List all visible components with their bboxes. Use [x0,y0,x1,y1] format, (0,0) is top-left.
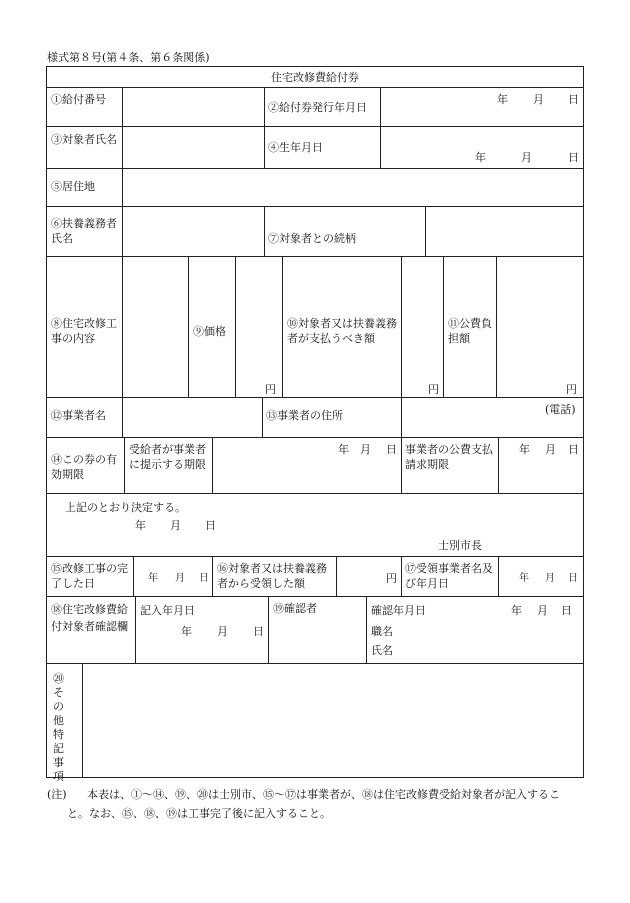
decision-year: 年 [135,519,146,532]
entry-month: 月 [217,625,228,638]
decision-month: 月 [170,519,181,532]
birth-month: 月 [521,151,532,164]
birth-date-label: ④生年月日 [268,141,323,154]
other-notes-label: ⑳その他特記事項 [53,672,64,783]
receiver-day: 日 [568,573,578,584]
completion-year: 年 [148,573,158,584]
completion-date-label: ⑮改修工事の完了した日 [51,562,128,590]
residence-label: ⑤居住地 [51,180,95,193]
confirmer-label: ⑲確認者 [273,602,317,615]
birth-day: 日 [568,151,579,164]
payable-yen: 円 [428,383,439,396]
receiver-month: 月 [545,573,555,584]
decision-day: 日 [205,519,216,532]
decision-text: 上記のとおり決定する。 [65,501,186,514]
person-name-label: 氏名 [371,644,393,657]
completion-month: 月 [175,573,185,584]
confirm-year: 年 [511,604,522,617]
receiver-label: ⑰受領事業者名及び年月日 [405,562,493,590]
issue-month: 月 [533,93,544,106]
form-title: 住宅改修費給付券 [271,71,359,84]
confirm-day: 日 [561,604,572,617]
confirm-month: 月 [537,604,548,617]
claim-day: 日 [568,443,579,456]
received-amount-label: ⑯対象者又は扶養義務者から受領した額 [217,562,327,590]
form-number: 様式第８号(第４条、第６条関係) [47,51,210,64]
receiver-year: 年 [519,573,529,584]
claim-deadline-label: 事業者の公費支払請求期限 [405,443,493,471]
note-label: (注) [47,788,67,801]
present-year: 年 [338,443,349,456]
phone-label: (電話) [545,403,576,416]
present-month: 月 [360,443,371,456]
note-line-2: と。なお、⑮、⑱、⑲は工事完了後に記入すること。 [67,807,331,820]
claim-month: 月 [545,443,556,456]
entry-day: 日 [253,625,264,638]
validity-label: ⑭この券の有効期限 [51,453,117,481]
received-yen: 円 [386,572,397,585]
present-day: 日 [386,443,397,456]
price-yen: 円 [265,383,276,396]
contractor-name-label: ⑫事業者名 [51,409,106,422]
work-content-label: ⑧住宅改修工事の内容 [51,317,117,345]
completion-day: 日 [199,573,209,584]
public-burden-yen: 円 [566,383,577,396]
present-deadline-label: 受給者が事業者に提示する期限 [129,443,206,471]
supporter-name-label: ⑥扶養義務者氏名 [51,217,117,245]
claim-year: 年 [519,443,530,456]
position-label: 職名 [371,625,393,638]
entry-date-label: 記入年月日 [140,604,195,617]
contractor-address-label: ⑬事業者の住所 [266,409,343,422]
issue-year: 年 [497,93,508,106]
mayor-label: 士別市長 [438,539,482,552]
confirm-col-label: ⑱住宅改修費給付対象者確認欄 [51,603,128,633]
birth-year: 年 [475,151,486,164]
issue-date-label: ②給付券発行年月日 [268,101,367,114]
issue-day: 日 [568,93,579,106]
entry-year: 年 [181,625,192,638]
note-line-1: 本表は、①～⑭、⑲、⑳は士別市、⑮～⑰は事業者が、⑱は住宅改修費受給対象者が記入するこ [87,788,560,801]
confirm-date-label: 確認年月日 [371,604,426,617]
grant-number-label: ①給付番号 [51,93,106,106]
payable-amount-label: ⑩対象者又は扶養義務者が支払うべき額 [287,317,397,345]
relationship-label: ⑦対象者との続柄 [268,232,356,245]
price-label: ⑨価格 [193,325,226,338]
public-burden-label: ⑪公費負担額 [448,317,492,345]
subject-name-label: ③対象者氏名 [51,133,117,146]
